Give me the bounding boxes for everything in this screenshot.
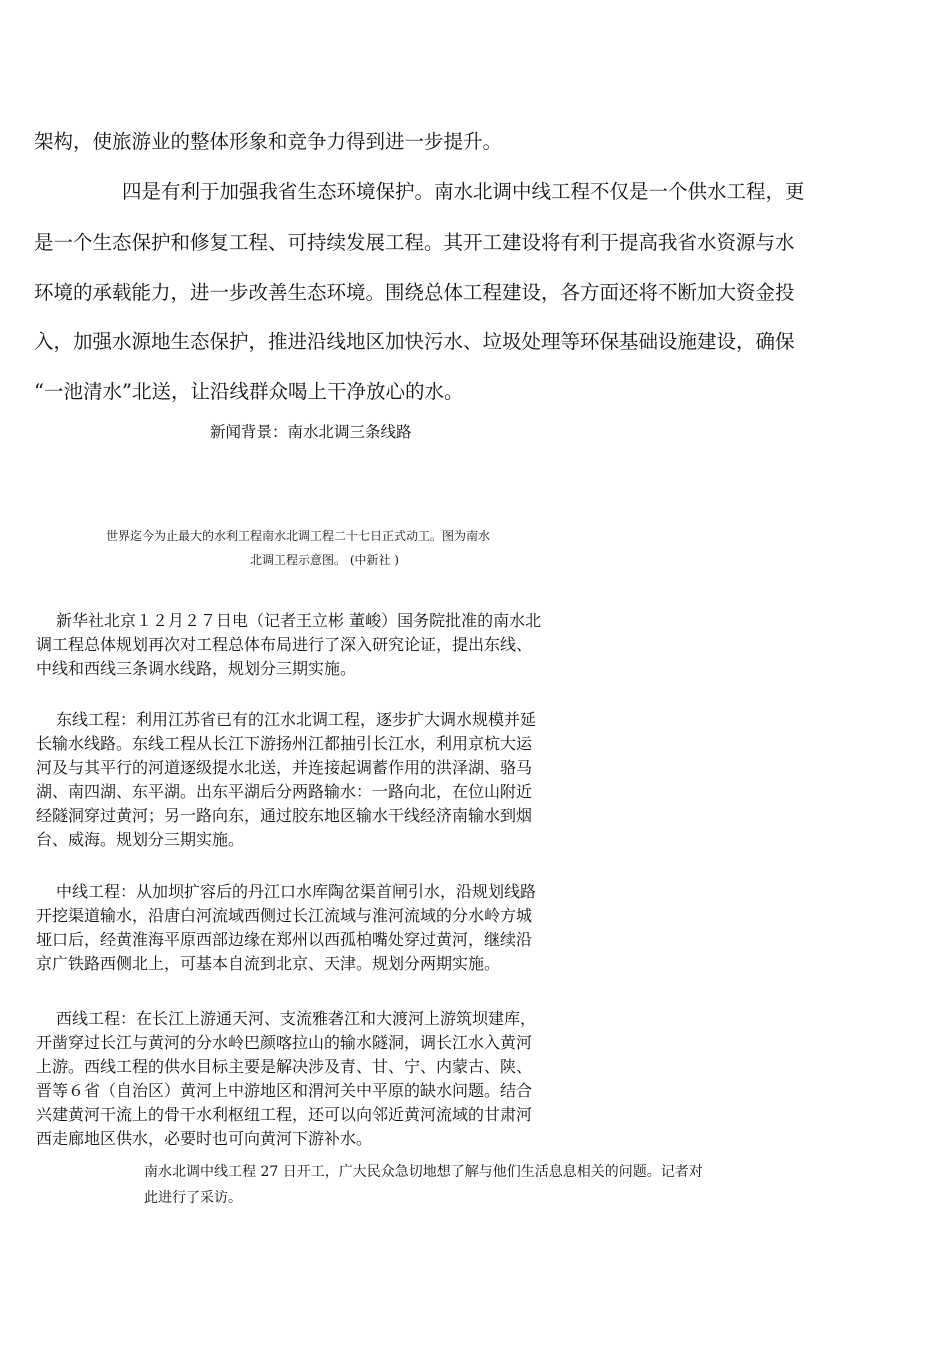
west-line-2: 开凿穿过长江与黄河的分水岭巴颜喀拉山的输水隧洞，调长江水入黄河	[36, 1033, 533, 1052]
west-line-3: 上游。西线工程的供水目标主要是解决涉及青、甘、宁、内蒙古、陕、	[36, 1057, 533, 1076]
west-line-5: 兴建黄河干流上的骨干水利枢纽工程，还可以向邻近黄河流域的甘肃河	[36, 1105, 533, 1124]
west-line-4: 晋等６省（自治区）黄河上中游地区和渭河关中平原的缺水问题。结合	[36, 1081, 533, 1100]
footer-caption-line-2: 此进行了采访。	[144, 1190, 242, 1206]
point-four-line-2: 是一个生态保护和修复工程、可持续发展工程。其开工建设将有利于提高我省水资源与水	[34, 231, 795, 254]
east-line-6: 台、威海。规划分三期实施。	[36, 830, 245, 849]
image-caption-line-1: 世界迄今为止最大的水利工程南水北调工程二十七日正式动工。图为南水	[106, 529, 491, 543]
point-four-line-3: 环境的承载能力，进一步改善生态环境。围绕总体工程建设，各方面还将不断加大资金投	[34, 281, 795, 304]
xinhua-paragraph	[36, 609, 636, 681]
image-caption-line-2: 北调工程示意图。 (中新社 )	[250, 553, 399, 567]
middle-line-3: 垭口后，经黄淮海平原西部边缘在郑州以西孤柏嘴处穿过黄河，继续沿	[36, 930, 533, 949]
middle-line-1: 中线工程：从加坝扩容后的丹江口水库陶岔渠首闸引水，沿规划线路	[56, 882, 537, 901]
middle-line-2: 开挖渠道输水，沿唐白河流域西侧过长江流域与淮河流域的分水岭方城	[36, 906, 533, 925]
news-background-title: 新闻背景：南水北调三条线路	[210, 423, 412, 441]
xinhua-line-2: 调工程总体规划再次对工程总体布局进行了深入研究论证，提出东线、	[36, 635, 533, 654]
intro-paragraph-line: 架构，使旅游业的整体形象和竞争力得到进一步提升。	[34, 130, 503, 153]
west-line-6: 西走廊地区供水，必要时也可向黄河下游补水。	[36, 1129, 373, 1148]
east-line-5: 经隧洞穿过黄河；另一路向东，通过胶东地区输水干线经济南输水到烟	[36, 806, 533, 825]
east-line-3: 河及与其平行的河道逐级提水北送，并连接起调蓄作用的洪泽湖、骆马	[36, 758, 533, 777]
east-line-1: 东线工程：利用江苏省已有的江水北调工程，逐步扩大调水规模并延	[56, 710, 537, 729]
footer-caption-line-1: 南水北调中线工程 27 日开工，广大民众急切地想了解与他们生活息息相关的问题。记者对	[144, 1164, 703, 1180]
point-four-line-5: “一池清水”北送，让沿线群众喝上干净放心的水。	[34, 380, 464, 403]
middle-line-4: 京广铁路西侧北上，可基本自流到北京、天津。规划分两期实施。	[36, 954, 501, 973]
east-line-4: 湖、南四湖、东平湖。出东平湖后分两路输水：一路向北，在位山附近	[36, 782, 533, 801]
west-line-paragraph	[36, 1007, 636, 1151]
xinhua-line-1: 新华社北京１２月２７日电（记者王立彬 董峻）国务院批准的南水北	[56, 611, 542, 630]
east-line-paragraph	[36, 708, 636, 852]
middle-line-paragraph	[36, 880, 636, 976]
point-four-line-4: 入，加强水源地生态保护，推进沿线地区加快污水、垃圾处理等环保基础设施建设，确保	[34, 330, 795, 353]
west-line-1: 西线工程：在长江上游通天河、支流雅砻江和大渡河上游筑坝建库，	[56, 1009, 537, 1028]
xinhua-line-3: 中线和西线三条调水线路，规划分三期实施。	[36, 659, 357, 678]
point-four-line-1: 四是有利于加强我省生态环境保护。南水北调中线工程不仅是一个供水工程，更	[122, 180, 805, 203]
east-line-2: 长输水线路。东线工程从长江下游扬州江都抽引长江水，利用京杭大运	[36, 734, 533, 753]
